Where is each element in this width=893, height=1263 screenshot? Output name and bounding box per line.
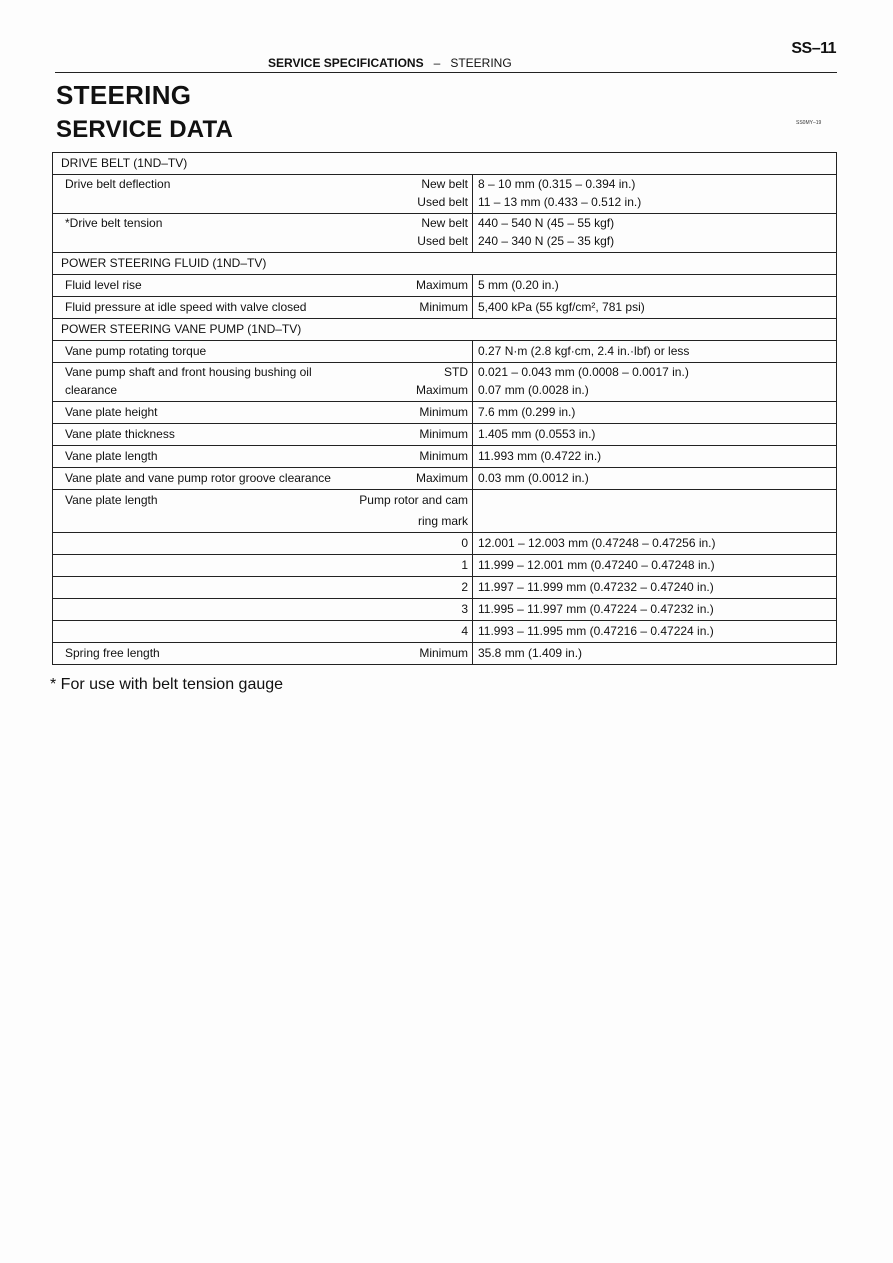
table-row xyxy=(53,468,837,490)
spec-condition xyxy=(353,214,473,253)
spec-value xyxy=(473,275,837,297)
spec-condition xyxy=(353,533,473,555)
running-header xyxy=(268,56,512,70)
page-title: STEERING xyxy=(56,80,192,110)
condition-label: Used belt xyxy=(417,195,468,209)
condition-label: Used belt xyxy=(417,234,468,248)
section-title: POWER STEERING VANE PUMP (1ND–TV) xyxy=(53,319,837,341)
value-text: 11.995 – 11.997 mm (0.47224 – 0.47232 in.) xyxy=(478,602,714,616)
spec-condition xyxy=(353,599,473,621)
value-text: 5,400 kPa (55 kgf/cm², 781 psi) xyxy=(478,300,645,314)
spec-value xyxy=(473,577,837,599)
condition-label: STD xyxy=(444,365,468,379)
table-row xyxy=(53,341,837,363)
condition-label: Maximum xyxy=(415,383,468,397)
spec-item: Drive belt deflection xyxy=(53,175,353,214)
value-text: 440 – 540 N (45 – 55 kgf) xyxy=(478,216,615,230)
spec-condition xyxy=(353,621,473,643)
condition-label: New belt xyxy=(421,177,468,191)
spec-item: Fluid pressure at idle speed with valve closed xyxy=(53,297,353,319)
spec-value xyxy=(473,297,837,319)
page-subtitle: SERVICE DATA xyxy=(56,116,234,143)
page-number: SS–11 xyxy=(791,40,836,57)
section-header-row xyxy=(53,153,837,175)
spec-item xyxy=(53,533,353,555)
spec-condition xyxy=(353,577,473,599)
header-separator: – xyxy=(433,56,441,70)
section-header-row xyxy=(53,319,837,341)
section-title: SERVICE SPECIFICATIONS xyxy=(268,56,424,70)
spec-condition xyxy=(353,490,473,533)
spec-item: Vane plate length xyxy=(53,490,353,533)
value-text: 1.405 mm (0.0553 in.) xyxy=(478,427,596,441)
spec-item xyxy=(53,599,353,621)
spec-item: Vane pump shaft and front housing bushing oil clearance xyxy=(53,363,353,402)
condition-label: Minimum xyxy=(419,405,468,419)
condition-label: 2 xyxy=(461,580,468,594)
value-text: 12.001 – 12.003 mm (0.47248 – 0.47256 in.) xyxy=(478,536,716,550)
table-row xyxy=(53,363,837,402)
spec-condition xyxy=(353,468,473,490)
spec-condition xyxy=(353,402,473,424)
spec-item: Vane pump rotating torque xyxy=(53,341,353,363)
spec-item xyxy=(53,621,353,643)
spec-item: *Drive belt tension xyxy=(53,214,353,253)
spec-condition xyxy=(353,643,473,665)
condition-label: Minimum xyxy=(419,646,468,660)
spec-value xyxy=(473,468,837,490)
table-row xyxy=(53,599,837,621)
spec-value xyxy=(473,402,837,424)
table-row xyxy=(53,297,837,319)
table-row xyxy=(53,275,837,297)
value-text: 11.993 mm (0.4722 in.) xyxy=(478,449,602,463)
condition-label: Maximum xyxy=(415,278,468,292)
spec-value xyxy=(473,175,837,214)
spec-item: Vane plate and vane pump rotor groove clearance xyxy=(53,468,353,490)
value-text: 0.27 N·m (2.8 kgf·cm, 2.4 in.·lbf) or less xyxy=(478,344,690,358)
table-row xyxy=(53,446,837,468)
value-text: 35.8 mm (1.409 in.) xyxy=(478,646,583,660)
spec-value xyxy=(473,490,837,533)
spec-value xyxy=(473,533,837,555)
table-row xyxy=(53,577,837,599)
spec-condition xyxy=(353,341,473,363)
spec-value xyxy=(473,643,837,665)
table-row xyxy=(53,402,837,424)
table-row xyxy=(53,424,837,446)
value-text: 11 – 13 mm (0.433 – 0.512 in.) xyxy=(478,195,642,209)
spec-item: Vane plate height xyxy=(53,402,353,424)
spec-value xyxy=(473,446,837,468)
table-row xyxy=(53,175,837,214)
value-text: 5 mm (0.20 in.) xyxy=(478,278,559,292)
section-header-row xyxy=(53,253,837,275)
spec-condition xyxy=(353,275,473,297)
spec-value xyxy=(473,363,837,402)
value-text: 8 – 10 mm (0.315 – 0.394 in.) xyxy=(478,177,636,191)
condition-label: 3 xyxy=(461,602,468,616)
section-title: DRIVE BELT (1ND–TV) xyxy=(53,153,837,175)
value-text: 11.997 – 11.999 mm (0.47232 – 0.47240 in.) xyxy=(478,580,714,594)
table-row xyxy=(53,490,837,533)
condition-label: 4 xyxy=(461,624,468,638)
table-row xyxy=(53,533,837,555)
spec-item: Fluid level rise xyxy=(53,275,353,297)
condition-label: Minimum xyxy=(419,300,468,314)
value-text: 0.03 mm (0.0012 in.) xyxy=(478,471,589,485)
spec-value xyxy=(473,555,837,577)
header-rule xyxy=(55,72,837,73)
spec-condition xyxy=(353,424,473,446)
spec-condition xyxy=(353,446,473,468)
value-text: 0.021 – 0.043 mm (0.0008 – 0.0017 in.) xyxy=(478,365,689,379)
service-data-table xyxy=(52,152,837,665)
spec-item: Spring free length xyxy=(53,643,353,665)
spec-item xyxy=(53,555,353,577)
spec-item: Vane plate length xyxy=(53,446,353,468)
spec-item: Vane plate thickness xyxy=(53,424,353,446)
table-row xyxy=(53,555,837,577)
condition-label: Pump rotor and cam ring mark xyxy=(359,493,468,528)
spec-condition xyxy=(353,297,473,319)
value-text: 0.07 mm (0.0028 in.) xyxy=(478,383,589,397)
condition-label: Maximum xyxy=(415,471,468,485)
condition-label: New belt xyxy=(421,216,468,230)
table-row xyxy=(53,621,837,643)
spec-value xyxy=(473,424,837,446)
table-row xyxy=(53,643,837,665)
spec-value xyxy=(473,599,837,621)
condition-label: 1 xyxy=(461,558,468,572)
spec-value xyxy=(473,341,837,363)
condition-label: Minimum xyxy=(419,427,468,441)
condition-label: 0 xyxy=(461,536,468,550)
subsection-title: STEERING xyxy=(450,56,512,70)
value-text: 240 – 340 N (25 – 35 kgf) xyxy=(478,234,615,248)
value-text: 11.999 – 12.001 mm (0.47240 – 0.47248 in.) xyxy=(478,558,715,572)
spec-condition xyxy=(353,555,473,577)
spec-item xyxy=(53,577,353,599)
condition-label: Minimum xyxy=(419,449,468,463)
spec-value xyxy=(473,621,837,643)
section-title: POWER STEERING FLUID (1ND–TV) xyxy=(53,253,837,275)
spec-value xyxy=(473,214,837,253)
footnote: * For use with belt tension gauge xyxy=(50,676,284,693)
spec-condition xyxy=(353,363,473,402)
table-row xyxy=(53,214,837,253)
document-code: SS0MY–19 xyxy=(796,120,822,126)
value-text: 11.993 – 11.995 mm (0.47216 – 0.47224 in.) xyxy=(478,624,714,638)
value-text: 7.6 mm (0.299 in.) xyxy=(478,405,576,419)
spec-condition xyxy=(353,175,473,214)
